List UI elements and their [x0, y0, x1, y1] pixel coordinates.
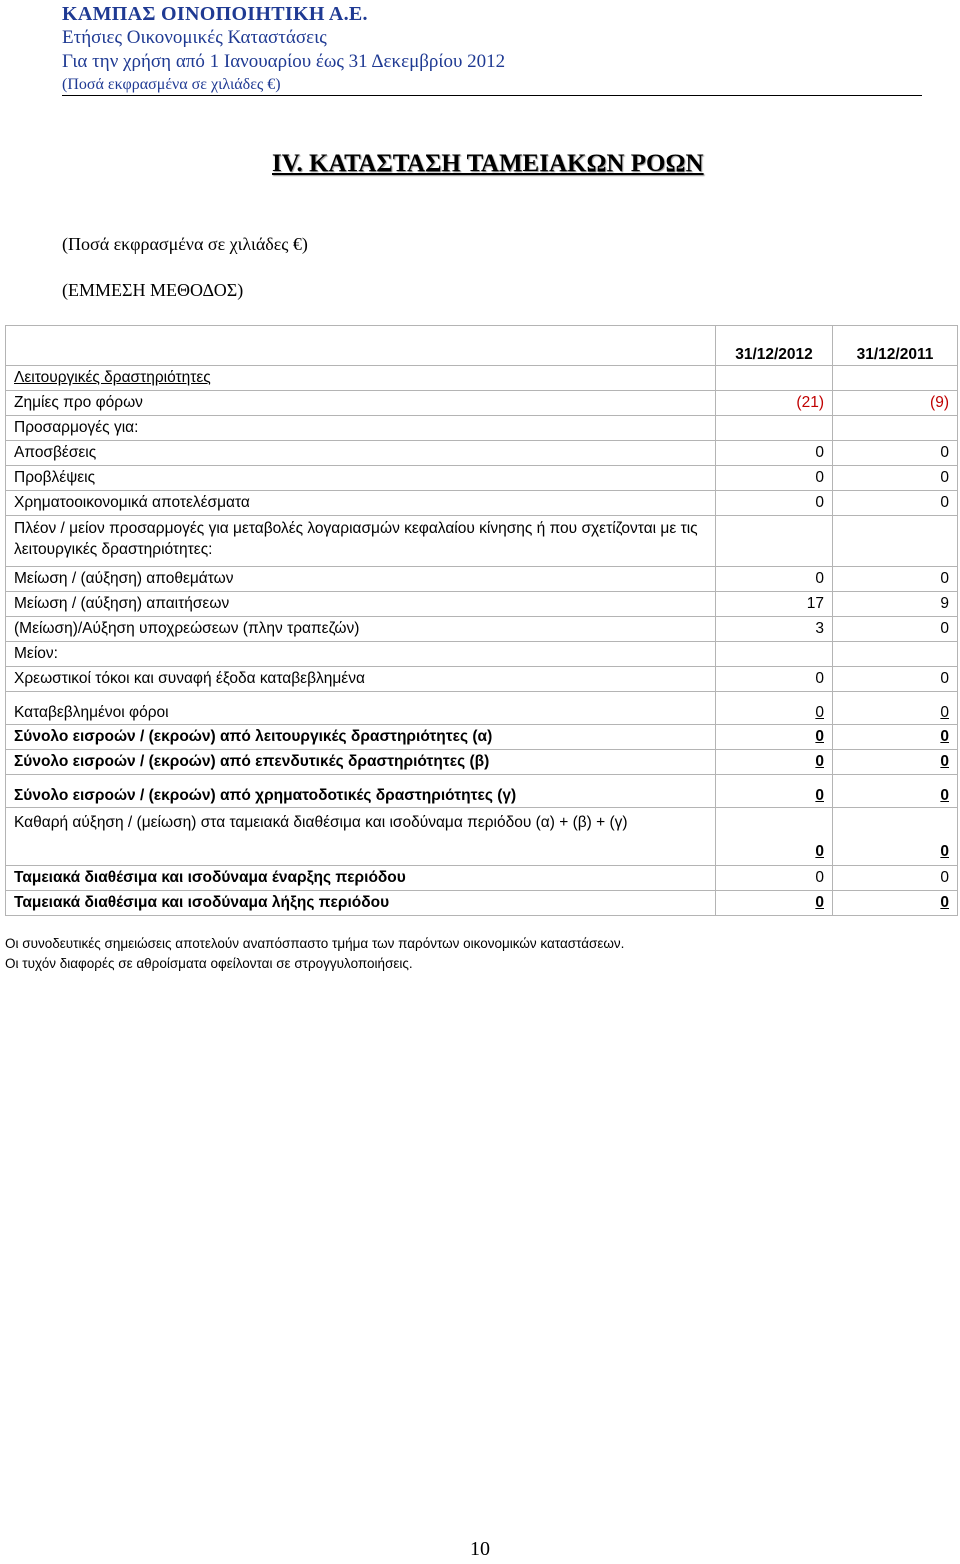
row-value-2012: 0	[716, 775, 833, 808]
table-row-total	[6, 775, 958, 808]
row-value-2011: 0	[833, 808, 958, 866]
row-label: Σύνολο εισροών / (εκροών) από χρηματοδοτικές δραστηριότητες (γ)	[6, 775, 716, 808]
section-title: IV. ΚΑΤΑΣΤΑΣΗ ΤΑΜΕΙΑΚΩΝ ΡΟΩΝ	[272, 150, 704, 177]
table-row	[6, 592, 958, 617]
row-value-2012: 0	[716, 891, 833, 916]
row-value-2011: 0	[833, 441, 958, 466]
report-title: Ετήσιες Οικονομικές Καταστάσεις	[62, 27, 327, 48]
row-value-2011: 0	[833, 667, 958, 692]
table-row	[6, 642, 958, 667]
table-row-net-change	[6, 808, 958, 866]
row-label: Χρηματοοικονομικά αποτελέσματα	[6, 491, 716, 516]
row-value-2011: 0	[833, 750, 958, 775]
footnote-1: Οι συνοδευτικές σημειώσεις αποτελούν αναπόσπαστο τμήμα των παρόντων οικονομικών καταστάσεων.	[5, 936, 625, 951]
row-value-2011	[833, 516, 958, 567]
table-row	[6, 366, 958, 391]
table-row	[6, 692, 958, 725]
row-value-2011: (9)	[833, 391, 958, 416]
row-value-2012: 0	[716, 692, 833, 725]
row-label: Ταμειακά διαθέσιμα και ισοδύναμα έναρξης περιόδου	[6, 866, 716, 891]
row-label: Αποσβέσεις	[6, 441, 716, 466]
row-label: Προβλέψεις	[6, 466, 716, 491]
table-row-total	[6, 750, 958, 775]
row-label: Χρεωστικοί τόκοι και συναφή έξοδα καταβεβλημένα	[6, 667, 716, 692]
row-value-2011: 0	[833, 725, 958, 750]
row-value-2012: 0	[716, 866, 833, 891]
header-label-cell	[6, 326, 716, 366]
row-value-2012: 0	[716, 567, 833, 592]
row-label: Ταμειακά διαθέσιμα και ισοδύναμα λήξης περιόδου	[6, 891, 716, 916]
header-divider	[62, 95, 922, 96]
company-name: ΚΑΜΠΑΣ ΟΙΝΟΠΟΙΗΤΙΚΗ Α.Ε.	[62, 3, 368, 25]
col-header-2011: 31/12/2011	[833, 326, 958, 366]
row-value-2012: (21)	[716, 391, 833, 416]
report-period: Για την χρήση από 1 Ιανουαρίου έως 31 Δεκεμβρίου 2012	[62, 51, 506, 72]
row-value-2011: 0	[833, 466, 958, 491]
row-value-2012	[716, 516, 833, 567]
document-header	[62, 0, 922, 96]
row-value-2011: 0	[833, 617, 958, 642]
row-label: Σύνολο εισροών / (εκροών) από λειτουργικές δραστηριότητες (α)	[6, 725, 716, 750]
table-header-row	[6, 326, 958, 366]
row-value-2012: 17	[716, 592, 833, 617]
row-value-2012: 3	[716, 617, 833, 642]
row-label: Μείον:	[6, 642, 716, 667]
table-row	[6, 617, 958, 642]
row-value-2012: 0	[716, 441, 833, 466]
row-value-2011	[833, 366, 958, 391]
amounts-unit: (Ποσά εκφρασμένα σε χιλιάδες €)	[62, 76, 281, 93]
row-value-2012: 0	[716, 667, 833, 692]
footnotes	[5, 934, 624, 974]
row-label: Προσαρμογές για:	[6, 416, 716, 441]
row-value-2012	[716, 366, 833, 391]
row-value-2012: 0	[716, 466, 833, 491]
row-value-2011: 0	[833, 491, 958, 516]
table-row-opening-cash	[6, 866, 958, 891]
row-value-2011: 0	[833, 775, 958, 808]
row-value-2011: 0	[833, 692, 958, 725]
row-label: Μείωση / (αύξηση) απαιτήσεων	[6, 592, 716, 617]
table-row	[6, 391, 958, 416]
row-label: Σύνολο εισροών / (εκροών) από επενδυτικές δραστηριότητες (β)	[6, 750, 716, 775]
cash-flow-table	[5, 325, 958, 916]
row-value-2011	[833, 416, 958, 441]
row-label: Μείωση / (αύξηση) αποθεμάτων	[6, 567, 716, 592]
table-row	[6, 441, 958, 466]
table-row	[6, 466, 958, 491]
page-number: 10	[470, 1538, 490, 1560]
row-value-2012	[716, 642, 833, 667]
row-value-2012	[716, 416, 833, 441]
table-row	[6, 667, 958, 692]
row-value-2012: 0	[716, 491, 833, 516]
row-label: Καθαρή αύξηση / (μείωση) στα ταμειακά διαθέσιμα και ισοδύναμα περιόδου (α) + (β) + (γ)	[6, 808, 716, 866]
table-row	[6, 491, 958, 516]
row-value-2011: 9	[833, 592, 958, 617]
table-row	[6, 567, 958, 592]
row-value-2011	[833, 642, 958, 667]
row-value-2011: 0	[833, 891, 958, 916]
table-row-total	[6, 725, 958, 750]
row-value-2011: 0	[833, 866, 958, 891]
col-header-2012: 31/12/2012	[716, 326, 833, 366]
footnote-2: Οι τυχόν διαφορές σε αθροίσματα οφείλονται σε στρογγυλοποιήσεις.	[5, 956, 413, 971]
section-amounts-note: (Ποσά εκφρασμένα σε χιλιάδες €)	[62, 234, 308, 254]
row-label: Ζημίες προ φόρων	[6, 391, 716, 416]
row-label: (Μείωση)/Αύξηση υποχρεώσεων (πλην τραπεζών)	[6, 617, 716, 642]
table-row-closing-cash	[6, 891, 958, 916]
row-label: Καταβεβλημένοι φόροι	[6, 692, 716, 725]
row-value-2012: 0	[716, 808, 833, 866]
table-row	[6, 416, 958, 441]
row-value-2011: 0	[833, 567, 958, 592]
row-label: Πλέον / μείον προσαρμογές για μεταβολές λογαριασμών κεφαλαίου κίνησης ή που σχετίζονται με τις λειτουργικές δραστηριότητες:	[6, 516, 716, 567]
row-value-2012: 0	[716, 750, 833, 775]
section-method: (ΕΜΜΕΣΗ ΜΕΘΟΔΟΣ)	[62, 280, 244, 300]
table-row	[6, 516, 958, 567]
row-value-2012: 0	[716, 725, 833, 750]
row-label: Λειτουργικές δραστηριότητες	[6, 366, 716, 391]
